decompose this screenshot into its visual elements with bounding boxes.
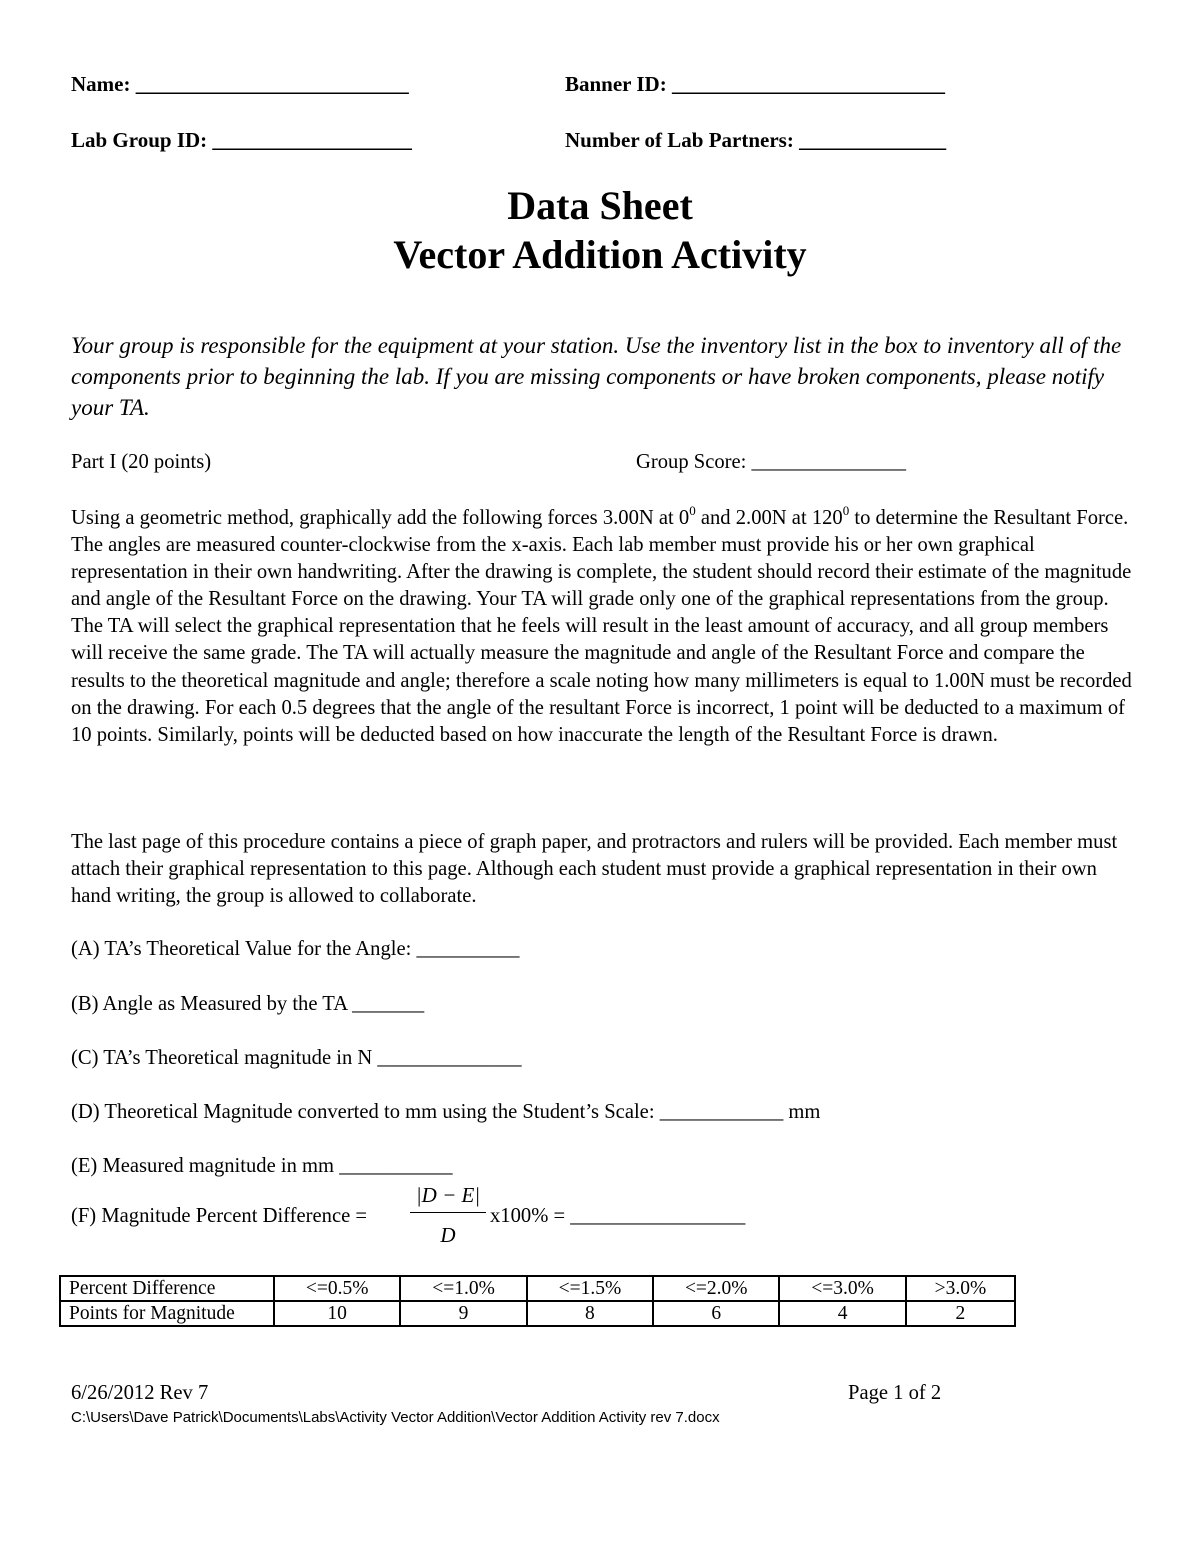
name-label: Name: [71, 72, 131, 96]
question-d: (D) Theoretical Magnitude converted to mm using the Student’s Scale: ____________ mm [71, 1101, 821, 1123]
table-cell: <=3.0% [779, 1276, 905, 1301]
name-blank: __________________________ [135, 72, 409, 96]
table-cell: 4 [779, 1301, 905, 1326]
lab-group-id-field [71, 128, 412, 153]
title-line-1: Data Sheet [507, 183, 693, 228]
table-cell: <=2.0% [653, 1276, 779, 1301]
group-score-label: Group Score: [636, 451, 747, 473]
formula-denominator: D [440, 1223, 456, 1247]
table-cell: 10 [274, 1301, 400, 1326]
footer-date-revision: 6/26/2012 Rev 7 [71, 1382, 209, 1404]
question-f-tail [490, 1205, 745, 1228]
question-f-blank: _________________ [570, 1205, 746, 1227]
table-cell: <=1.0% [400, 1276, 526, 1301]
lab-partners-field [565, 128, 946, 153]
formula-multiplier: x100% = [490, 1205, 566, 1227]
question-a: (A) TA’s Theoretical Value for the Angle: __________ [71, 938, 520, 960]
degree-sup-2: 0 [842, 503, 850, 519]
question-b: (B) Angle as Measured by the TA _______ [71, 993, 425, 1015]
instructions-text-b: and 2.00N at 120 [695, 507, 843, 529]
instructions-text-c: to determine the Resultant Force. The angles are measured counter-clockwise from the x-axis. Each lab member must provide his or her own graphical representation in their own handwriting. After the drawing is complete, the student should record their estimate of the magnitude and angle of the Resultant Force on the drawing. Your TA will grade only one of the graphical representations from the group. The TA will select the graphical representation that he feels will result in the least amount of accuracy, and all group members will receive the same grade. The TA will actually measure the magnitude and angle of the Resultant Force and compare the results to the theoretical magnitude and angle; therefore a scale noting how many millimeters is equal to 1.00N must be recorded on the drawing. For each 0.5 degrees that the angle of the resultant Force is incorrect, 1 point will be deducted to a maximum of 10 points. Similarly, points will be deducted based on how inaccurate the length of the Resultant Force is drawn. [71, 507, 1132, 746]
formula-numerator: |D − E| [415, 1183, 481, 1207]
fraction-bar [410, 1212, 486, 1213]
table-cell: 8 [527, 1301, 653, 1326]
banner-id-field [565, 72, 945, 97]
group-score-field [636, 451, 906, 474]
magnitude-points-table [59, 1275, 1016, 1327]
part1-label: Part I (20 points) [71, 451, 212, 473]
percent-difference-header: Percent Difference [60, 1276, 274, 1301]
table-cell: <=1.5% [527, 1276, 653, 1301]
points-for-magnitude-header: Points for Magnitude [60, 1301, 274, 1326]
lab-group-id-label: Lab Group ID: [71, 128, 208, 152]
lab-group-id-blank: ___________________ [212, 128, 412, 152]
question-f-label: (F) Magnitude Percent Difference = [71, 1205, 368, 1227]
table-row [60, 1301, 1015, 1326]
graph-paper-paragraph: The last page of this procedure contains a piece of graph paper, and protractors and rulers will be provided. Each member must attach their graphical representation to this page. Although each student must provide a graphical representation in their own hand writing, the group is allowed to collaborate. [71, 831, 1118, 908]
table-cell: 9 [400, 1301, 526, 1326]
degree-sup-1: 0 [689, 503, 696, 519]
intro-paragraph: Your group is responsible for the equipment at your station. Use the inventory list in the box to inventory all of the components prior to beginning the lab. If you are missing components or have broken components, please notify your TA. [71, 333, 1122, 420]
table-cell: 6 [653, 1301, 779, 1326]
footer-page-number: Page 1 of 2 [848, 1382, 942, 1404]
question-e: (E) Measured magnitude in mm ___________ [71, 1155, 453, 1177]
footer-file-path: C:\Users\Dave Patrick\Documents\Labs\Activity Vector Addition\Vector Addition Activity rev 7.docx [71, 1409, 720, 1426]
table-cell: 2 [906, 1301, 1015, 1326]
group-score-blank: _______________ [751, 451, 906, 473]
banner-id-blank: __________________________ [671, 72, 945, 96]
table-cell: <=0.5% [274, 1276, 400, 1301]
lab-partners-label: Number of Lab Partners: [565, 128, 794, 152]
instructions-text-a: Using a geometric method, graphically add the following forces 3.00N at 0 [71, 507, 690, 529]
question-c: (C) TA’s Theoretical magnitude in N ______________ [71, 1047, 522, 1069]
title-line-2: Vector Addition Activity [393, 232, 807, 277]
table-cell: >3.0% [906, 1276, 1015, 1301]
table-row [60, 1276, 1015, 1301]
name-field [71, 72, 409, 97]
instructions-paragraph [71, 505, 1133, 749]
lab-partners-blank: ______________ [799, 128, 947, 152]
banner-id-label: Banner ID: [565, 72, 667, 96]
